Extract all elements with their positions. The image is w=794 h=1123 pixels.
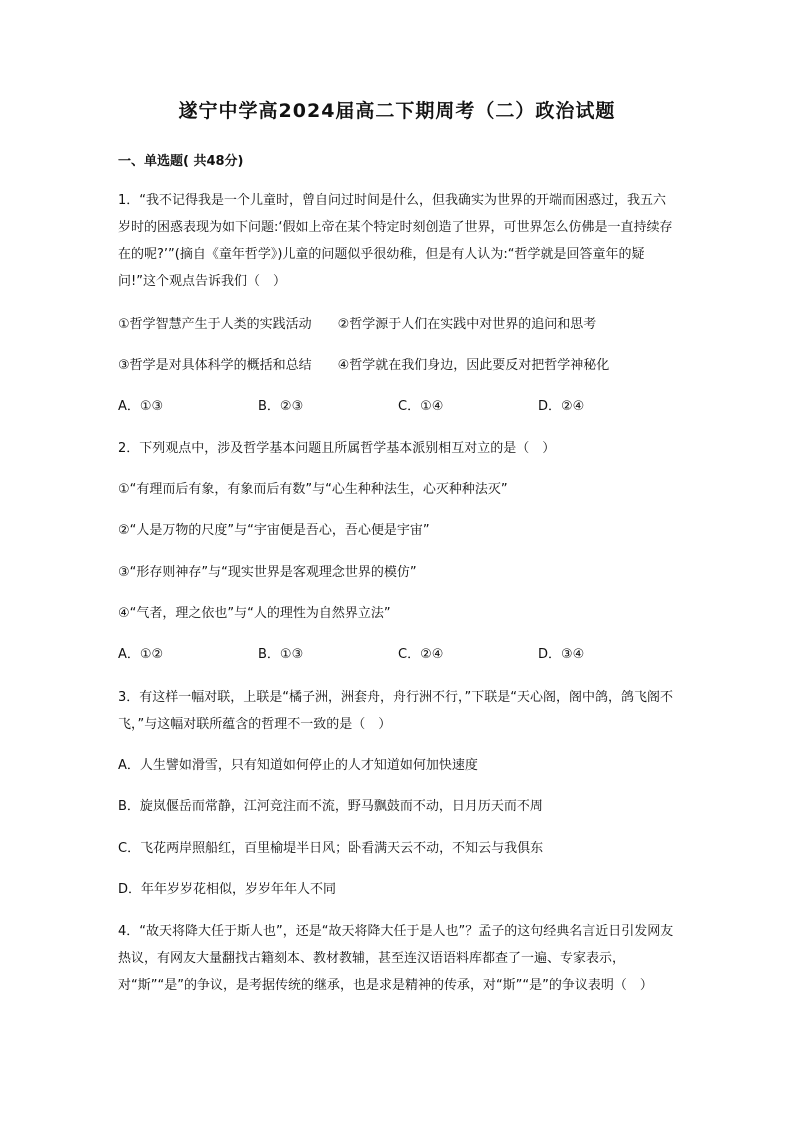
option-b: B．①③ <box>258 647 304 662</box>
question-4-stem: 4．“故天将降大任于斯人也”，还是“故天将降大任于是人也”？孟子的这句经典名言近日引发网友热议，有网友大量翻找古籍刻本、教材教辅，甚至连汉语语料库都查了一遍、专家表示，对“斯”“是”的争议，是考据传统的继承，也是求是精神的传承，对“斯”“是”的争议表明（ ） <box>118 924 674 993</box>
question-2-statement-2: ②“人是万物的尺度”与“宇宙便是吾心，吾心便是宇宙” <box>118 523 430 538</box>
question-1-stem: 1．“我不记得我是一个儿童时，曾自问过时间是什么，但我确实为世界的开端而困惑过，我五六岁时的困惑表现为如下问题:‘假如上帝在某个特定时刻创造了世界，可世界怎么仿佛是一直持续存在的呢?’”(摘自《童年哲学》)儿童的问题似乎很幼稚，但是有人认为:“哲学就是回答童年的疑问!”这个观点告诉我们（ ） <box>118 193 673 289</box>
question-3-option-c: C．飞花两岸照船红，百里榆堤半日风；卧看满天云不动，不知云与我俱东 <box>118 841 544 856</box>
question-2-options <box>118 645 678 665</box>
question-2-statement-3: ③“形存则神存”与“现实世界是客观理念世界的模仿” <box>118 565 417 580</box>
option-a: A．①③ <box>118 399 164 414</box>
option-c: C．②④ <box>398 647 444 662</box>
option-c: C．①④ <box>398 399 444 414</box>
option-a: A．①② <box>118 647 164 662</box>
option-b: B．②③ <box>258 399 304 414</box>
question-3-option-a: A．人生譬如滑雪，只有知道如何停止的人才知道如何加快速度 <box>118 758 478 773</box>
question-2-statement-4: ④“气者，理之依也”与“人的理性为自然界立法” <box>118 606 391 621</box>
question-2-statement-1: ①“有理而后有象，有象而后有数”与“心生种种法生，心灭种种法灭” <box>118 482 508 497</box>
question-2-stem: 2．下列观点中，涉及哲学基本问题且所属哲学基本派别相互对立的是（ ） <box>118 441 556 456</box>
question-3-stem: 3．有这样一幅对联，上联是“橘子洲，洲套舟，舟行洲不行，”下联是“天心阁，阁中鸽，鸽飞阁不飞，”与这幅对联所蕴含的哲理不一致的是（ ） <box>118 690 673 732</box>
question-1-statements-2: ③哲学是对具体科学的概括和总结 ④哲学就在我们身边，因此要反对把哲学神秘化 <box>118 358 610 373</box>
question-3-option-b: B．旋岚偃岳而常静，江河竞注而不流，野马飘鼓而不动，日月历天而不周 <box>118 799 543 814</box>
section-heading: 一、单选题( 共48分) <box>118 154 244 169</box>
question-1-statements-1: ①哲学智慧产生于人类的实践活动 ②哲学源于人们在实践中对世界的追问和思考 <box>118 317 597 332</box>
option-d: D．③④ <box>538 647 585 662</box>
page-title: 遂宁中学高2024届高二下期周考（二）政治试题 <box>178 100 616 122</box>
question-3-option-d: D．年年岁岁花相似，岁岁年年人不同 <box>118 882 337 897</box>
question-1-options <box>118 397 678 417</box>
option-d: D．②④ <box>538 399 585 414</box>
